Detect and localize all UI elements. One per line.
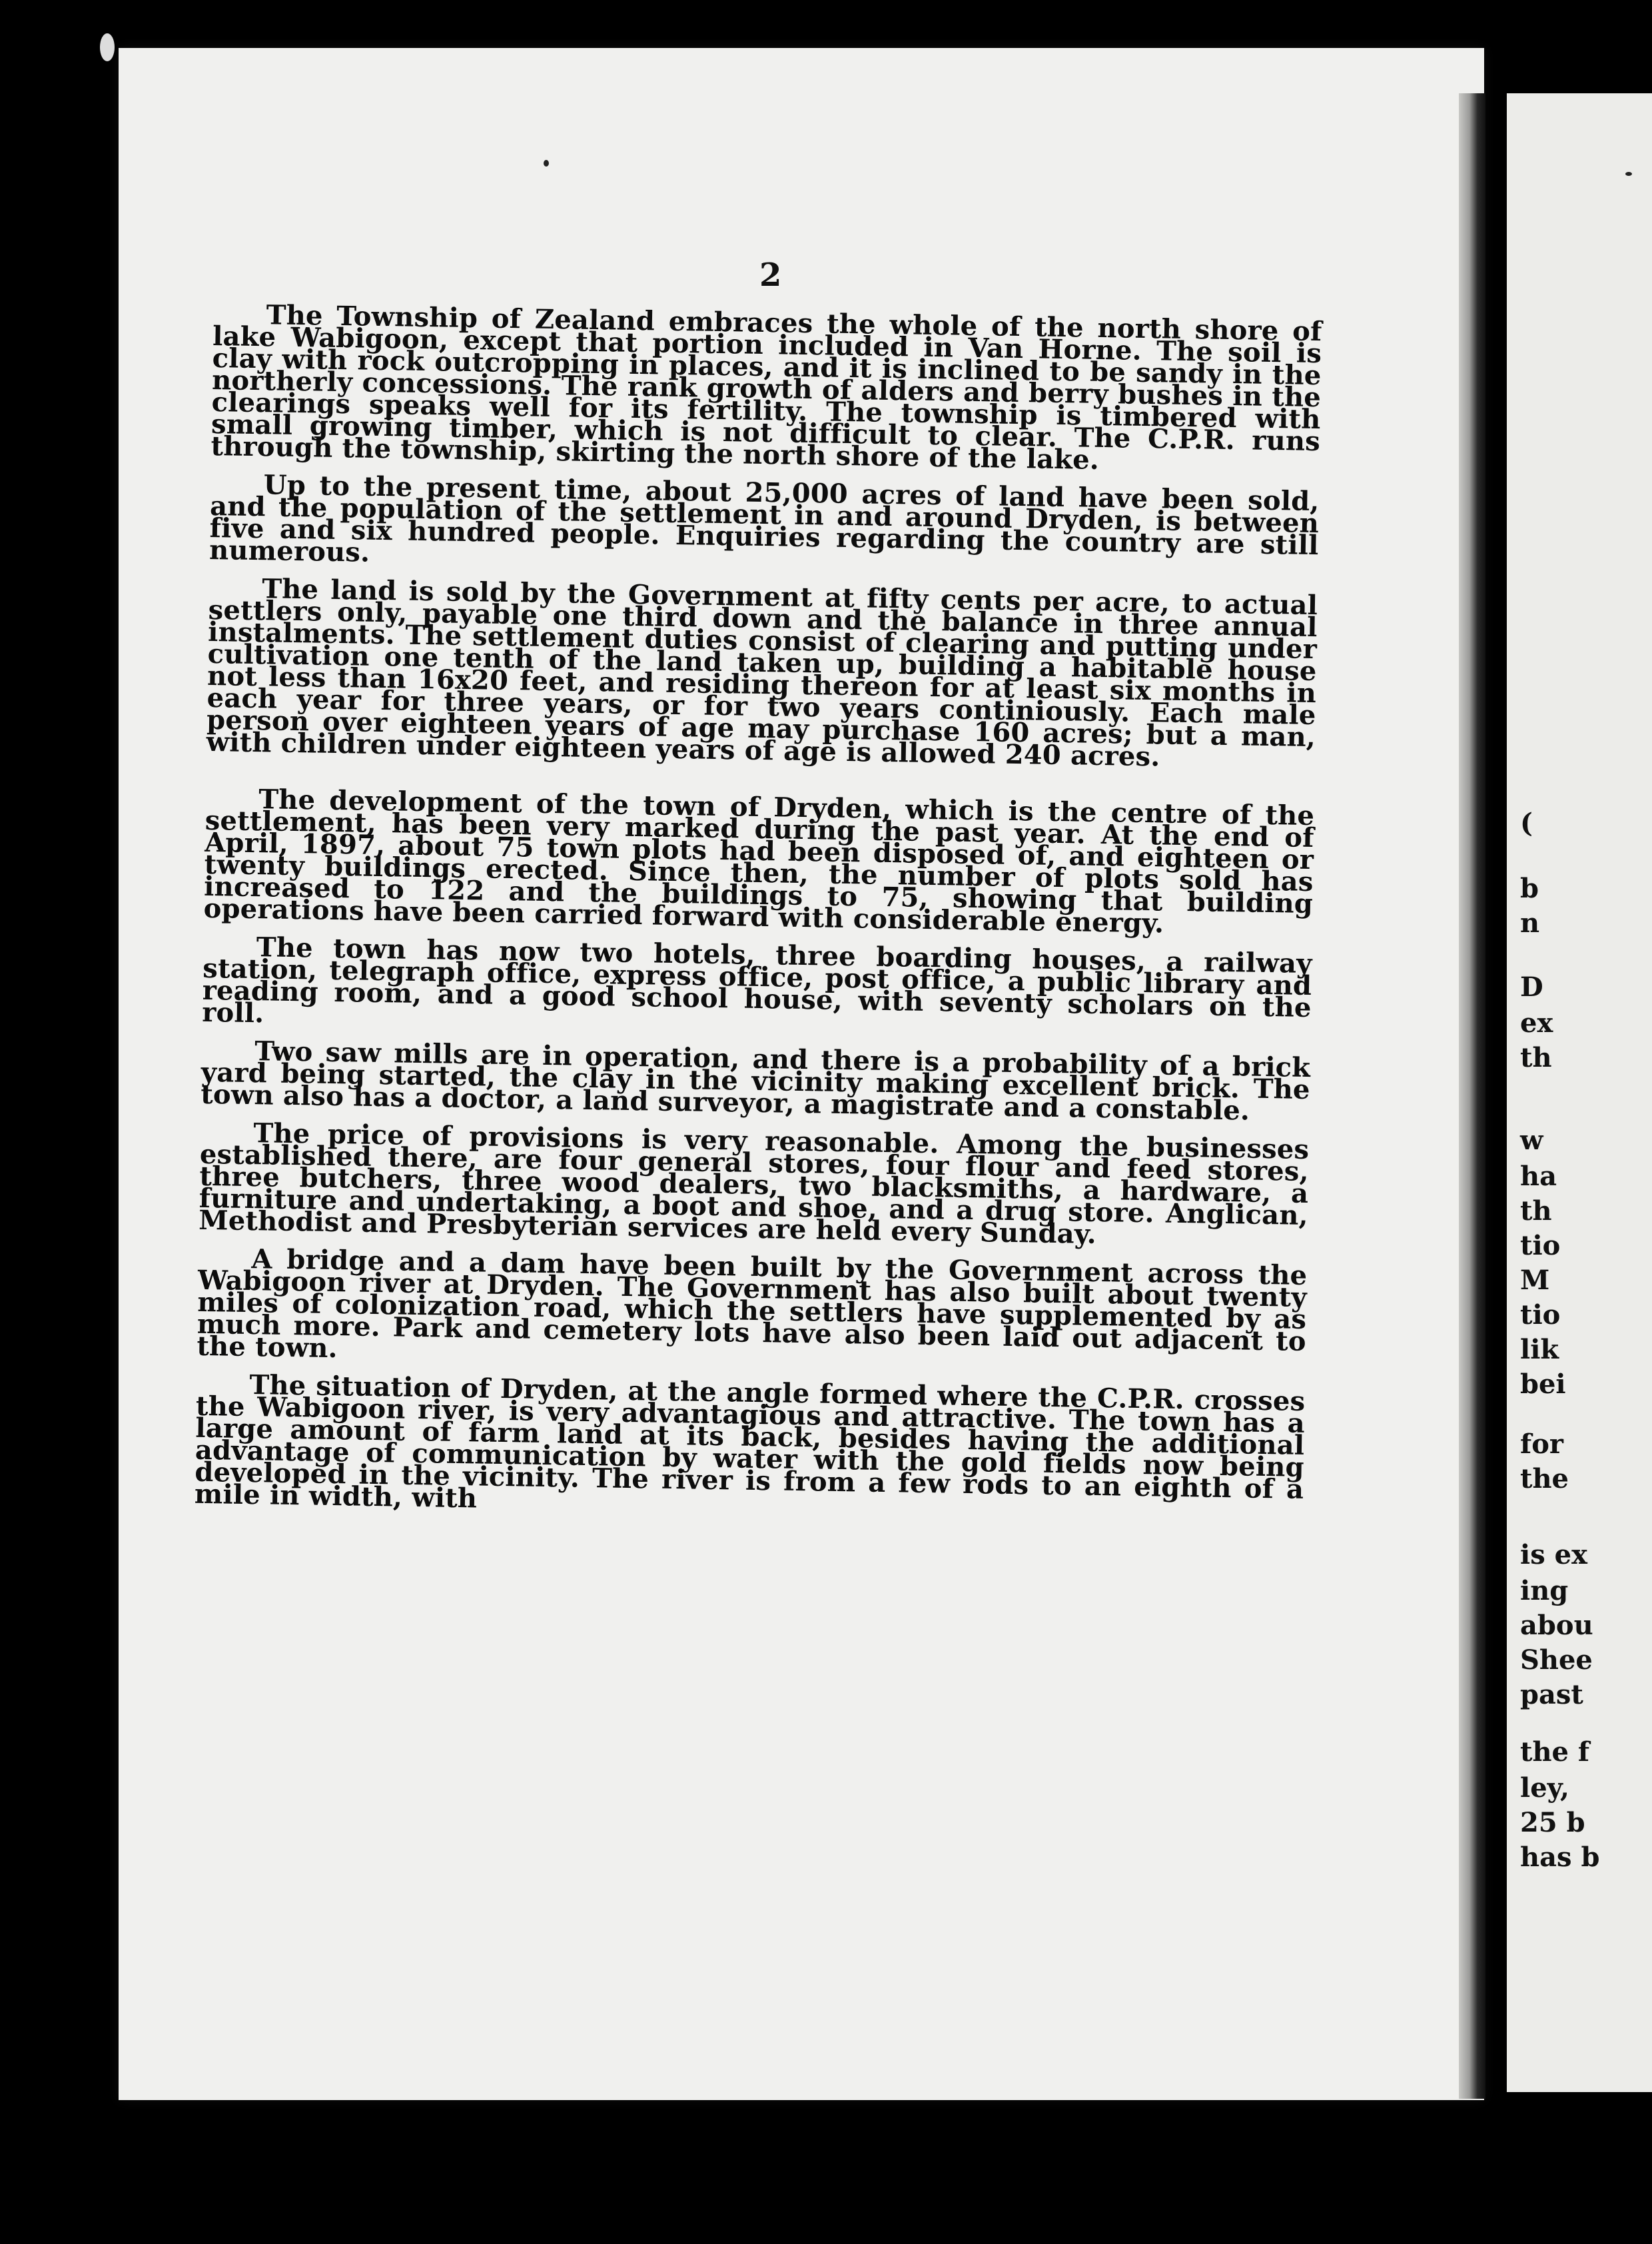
facing-page-fragment: the — [1520, 1463, 1569, 1494]
facing-page-edge — [1507, 93, 1652, 2092]
paragraph: A bridge and a dam have been built by the Government across the Wabigoon river at Dryden. The Government has also built about twenty miles of colonization road, which the settlers have supplemented by as much more. Park and cemetery lots have also been laid out adjacent to the town. — [197, 1243, 1308, 1365]
paragraph: The land is sold by the Government at fifty cents per acre, to actual settlers only, payable one third down and the balance in three annual instalments. The settlement duties consist of clearing and putting under cultivation one tenth of the land taken up, building a habitable house not less than 16x20 feet, and residing thereon for at least six months in each year for three years, or for two years continiously. Each male person over eighteen years of age may purchase 160 acres; but a man, with children under eighteen years of age is allowed 240 acres. — [206, 573, 1318, 773]
facing-page-fragment: n — [1520, 907, 1540, 939]
facing-page-fragment: the f — [1520, 1736, 1590, 1768]
paragraph: The town has now two hotels, three boarding houses, a railway station, telegraph office, express office, post office, a public library and reading room, and a good school house, with seventy scholars on the roll. — [201, 931, 1312, 1029]
facing-page-fragment: b — [1520, 873, 1539, 904]
facing-page-fragment: bei — [1520, 1369, 1566, 1400]
facing-page-fragment: is ex — [1520, 1539, 1587, 1570]
facing-page-fragment: tio — [1520, 1299, 1561, 1331]
paragraph: The development of the town of Dryden, which is the centre of the settlement, has been very marked during the past year. At the end of April, 1897, about 75 town plots had been disposed of, and eighteen or twenty buildings erected. Since then, the number of plots sold has increased to 122 and the buildings to 75, showing that building operations have been carried forward with considerable energy. — [203, 784, 1315, 939]
facing-page-fragment: ley, — [1520, 1772, 1569, 1804]
scan-speck — [100, 33, 115, 61]
facing-page-fragment: M — [1520, 1265, 1550, 1296]
facing-page-fragment: abou — [1520, 1610, 1593, 1641]
paragraph: The Township of Zealand embraces the whole of the north shore of lake Wabigoon, except that portion included in Van Horne. The soil is clay with rock outcropping in places, and it is inclined to be sandy in the northerly concessions. The rank growth of alders and berry bushes in the clearings speaks well for its fertility. The township is timbered with small growing timber, which is not difficult to clear. The C.P.R. runs through the township, skirting the north shore of the lake. — [210, 299, 1322, 476]
facing-page-fragment: ex — [1520, 1007, 1553, 1039]
facing-page-fragment: Shee — [1520, 1644, 1593, 1676]
facing-page-fragment: 25 b — [1520, 1807, 1585, 1838]
paragraph: Up to the present time, about 25,000 acres of land have been sold, and the population of the settlement in and around Dryden, is between five and six hundred people. Enquiries regarding the country are still numerous. — [208, 469, 1320, 568]
paragraph: Two saw mills are in operation, and there is a probability of a brick yard being started, the clay in the vicinity making excellent brick. The town also has a doctor, a land surveyor, a magistrate and a constable. — [200, 1035, 1311, 1127]
facing-page-fragment: for — [1520, 1428, 1563, 1460]
scan-speck — [544, 160, 549, 167]
scan-speck — [1625, 172, 1632, 176]
facing-page-fragment: D — [1520, 971, 1543, 1003]
facing-page-fragment: w — [1520, 1125, 1543, 1156]
facing-page-fragment: th — [1520, 1195, 1552, 1227]
facing-page-fragment: th — [1520, 1042, 1552, 1073]
body-text — [194, 299, 1322, 1538]
facing-page-fragment: ha — [1520, 1161, 1557, 1192]
facing-page-fragment: tio — [1520, 1230, 1561, 1261]
facing-page-fragment: ( — [1520, 808, 1533, 839]
paragraph: The price of provisions is very reasonable. Among the businesses established there, are four general stores, four flour and feed stores, three butchers, three wood dealers, two blacksmiths, a hardware, a furniture and undertaking, a boot and shoe, and a drug store. Anglican, Methodist and Presbyterian services are held every Sunday. — [199, 1117, 1310, 1250]
facing-page-fragment: past — [1520, 1679, 1583, 1710]
facing-page-fragment: has b — [1520, 1842, 1600, 1873]
facing-page-fragment: ing — [1520, 1575, 1569, 1606]
paragraph: The situation of Dryden, at the angle formed where the C.P.R. crosses the Wabigoon river, is very advantagious and attractive. The town has a large amount of farm land at its back, besides having the additional advantage of communication by water with the gold fields now being developed in the vicinity. The river is from a few rods to an eighth of a mile in width, with — [194, 1369, 1306, 1514]
page-number: 2 — [759, 257, 782, 294]
facing-page-fragment: lik — [1520, 1334, 1559, 1365]
page-gutter — [1459, 93, 1485, 2099]
